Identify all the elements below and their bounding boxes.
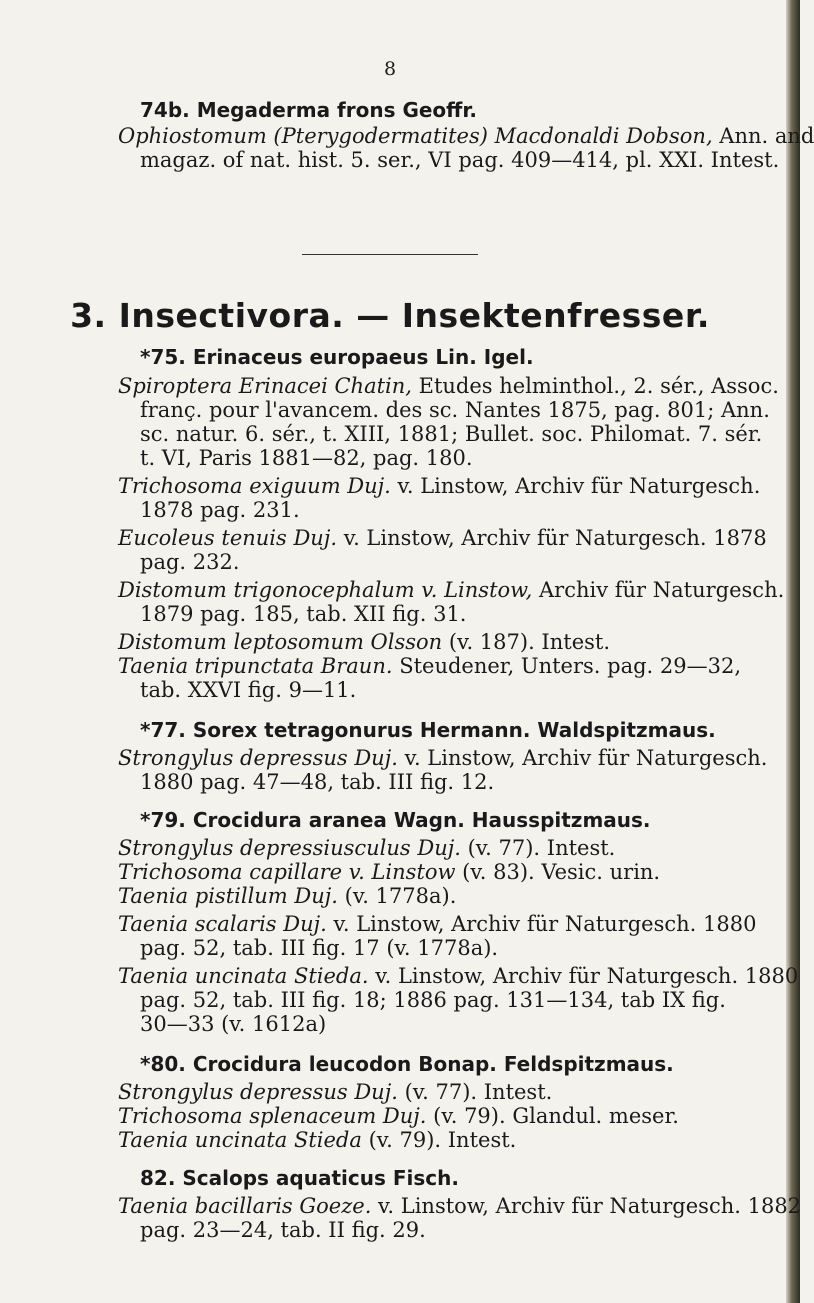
reference-line (118, 1080, 552, 1104)
reference-line (118, 912, 756, 936)
taxon-name: Spiroptera Erinacei Chatin, (118, 374, 412, 398)
reference-line (140, 398, 770, 422)
citation-text: (v. 83). Vesic. urin. (455, 860, 661, 884)
species-header: 82. Scalops aquaticus Fisch. (140, 1166, 459, 1190)
citation-text: (v. 77). Intest. (397, 1080, 553, 1104)
taxon-name: Strongylus depressiusculus Duj. (118, 836, 461, 860)
taxon-name: Taenia scalaris Duj. (118, 912, 327, 936)
reference-line (140, 1218, 426, 1242)
divider-rule (302, 254, 478, 255)
reference-line (118, 374, 779, 398)
taxon-name: Taenia uncinata Stieda (118, 1128, 362, 1152)
citation-text: (v. 79). Intest. (361, 1128, 517, 1152)
taxon-name: Eucoleus tenuis Duj. (118, 526, 338, 550)
reference-line (118, 474, 760, 498)
taxon-name: Trichosoma splenaceum Duj. (118, 1104, 427, 1128)
reference-line (118, 1194, 801, 1218)
citation-text: (v. 79). Glandul. meser. (426, 1104, 679, 1128)
reference-line: Ophiostomum (Pterygodermatites) Macdonaldi Dobson, Ann. and (118, 124, 814, 148)
section-title: 3. Insectivora. — Insektenfresser. (70, 296, 710, 335)
citation-text: Steudener, Unters. pag. 29—32, (392, 654, 742, 678)
citation-text: pag. 52, tab. III fig. 18; 1886 pag. 131—134, tab IX fig. (140, 988, 726, 1012)
taxon-name: Trichosoma exiguum Duj. (118, 474, 391, 498)
taxon-name: Taenia bacillaris Goeze. (118, 1194, 372, 1218)
species-header: 74b. Megaderma frons Geoffr. (140, 98, 477, 122)
reference-line (140, 1012, 326, 1036)
taxon-name: Taenia pistillum Duj. (118, 884, 338, 908)
reference-line (118, 578, 784, 602)
reference-line: magaz. of nat. hist. 5. ser., VI pag. 409—414, pl. XXI. Intest. (140, 148, 780, 172)
reference-line (140, 770, 494, 794)
species-header: *79. Crocidura aranea Wagn. Hausspitzmaus. (140, 808, 651, 832)
citation-text: (v. 187). Intest. (442, 630, 611, 654)
reference-line (140, 446, 473, 470)
reference-line (118, 654, 741, 678)
reference-line (118, 1104, 679, 1128)
citation-text: Archiv für Naturgesch. (532, 578, 785, 602)
species-header: *75. Erinaceus europaeus Lin. Igel. (140, 345, 534, 369)
citation-text: v. Linstow, Archiv für Naturgesch. 1878 (337, 526, 767, 550)
citation-text: v. Linstow, Archiv für Naturgesch. 1880 (326, 912, 757, 936)
citation-text: tab. XXVI fig. 9—11. (140, 678, 357, 702)
citation-text: Etudes helminthol., 2. sér., Assoc. (411, 374, 779, 398)
reference-line (118, 836, 615, 860)
citation-text: t. VI, Paris 1881—82, pag. 180. (140, 446, 473, 470)
page-number: 8 (383, 58, 397, 80)
reference-line (140, 550, 240, 574)
reference-line (118, 964, 798, 988)
citation-text: (v. 77). Intest. (460, 836, 616, 860)
citation-text: 1878 pag. 231. (140, 498, 300, 522)
citation-text: pag. 52, tab. III fig. 17 (v. 1778a). (140, 936, 499, 960)
citation-text: pag. 232. (140, 550, 240, 574)
citation-text: franç. pour l'avancem. des sc. Nantes 1875, pag. 801; Ann. (140, 398, 770, 422)
reference-line (140, 936, 498, 960)
taxon-name: Strongylus depressus Duj. (118, 1080, 398, 1104)
citation-text: pag. 23—24, tab. II fig. 29. (140, 1218, 426, 1242)
reference-line (140, 498, 300, 522)
page-edge (786, 0, 800, 1303)
taxon-name: Distomum leptosomum Olsson (118, 630, 443, 654)
citation-text: 30—33 (v. 1612a) (140, 1012, 327, 1036)
reference-line (118, 1128, 516, 1152)
citation-text: 1879 pag. 185, tab. XII fig. 31. (140, 602, 467, 626)
taxon-name: Taenia uncinata Stieda. (118, 964, 369, 988)
reference-line (118, 884, 456, 908)
reference-line (140, 678, 356, 702)
reference-line (118, 746, 767, 770)
citation-text: v. Linstow, Archiv für Naturgesch. 1882 (371, 1194, 802, 1218)
species-header: *77. Sorex tetragonurus Hermann. Waldspitzmaus. (140, 718, 716, 742)
taxon-name: Distomum trigonocephalum v. Linstow, (118, 578, 533, 602)
taxon-name: Trichosoma capillare v. Linstow (118, 860, 456, 884)
reference-line (118, 526, 767, 550)
taxon-name: Strongylus depressus Duj. (118, 746, 398, 770)
reference-line (118, 860, 660, 884)
taxon-name: Taenia tripunctata Braun. (118, 654, 393, 678)
citation-text: v. Linstow, Archiv für Naturgesch. 1880 (368, 964, 799, 988)
reference-line (140, 422, 762, 446)
species-header: *80. Crocidura leucodon Bonap. Feldspitzmaus. (140, 1052, 674, 1076)
citation-text: 1880 pag. 47—48, tab. III fig. 12. (140, 770, 495, 794)
citation-text: sc. natur. 6. sér., t. XIII, 1881; Bullet. soc. Philomat. 7. sér. (140, 422, 763, 446)
reference-line (118, 630, 610, 654)
citation-text: (v. 1778a). (337, 884, 457, 908)
reference-line (140, 602, 466, 626)
citation-text: v. Linstow, Archiv für Naturgesch. (390, 474, 761, 498)
citation-text: v. Linstow, Archiv für Naturgesch. (397, 746, 768, 770)
reference-line (140, 988, 726, 1012)
